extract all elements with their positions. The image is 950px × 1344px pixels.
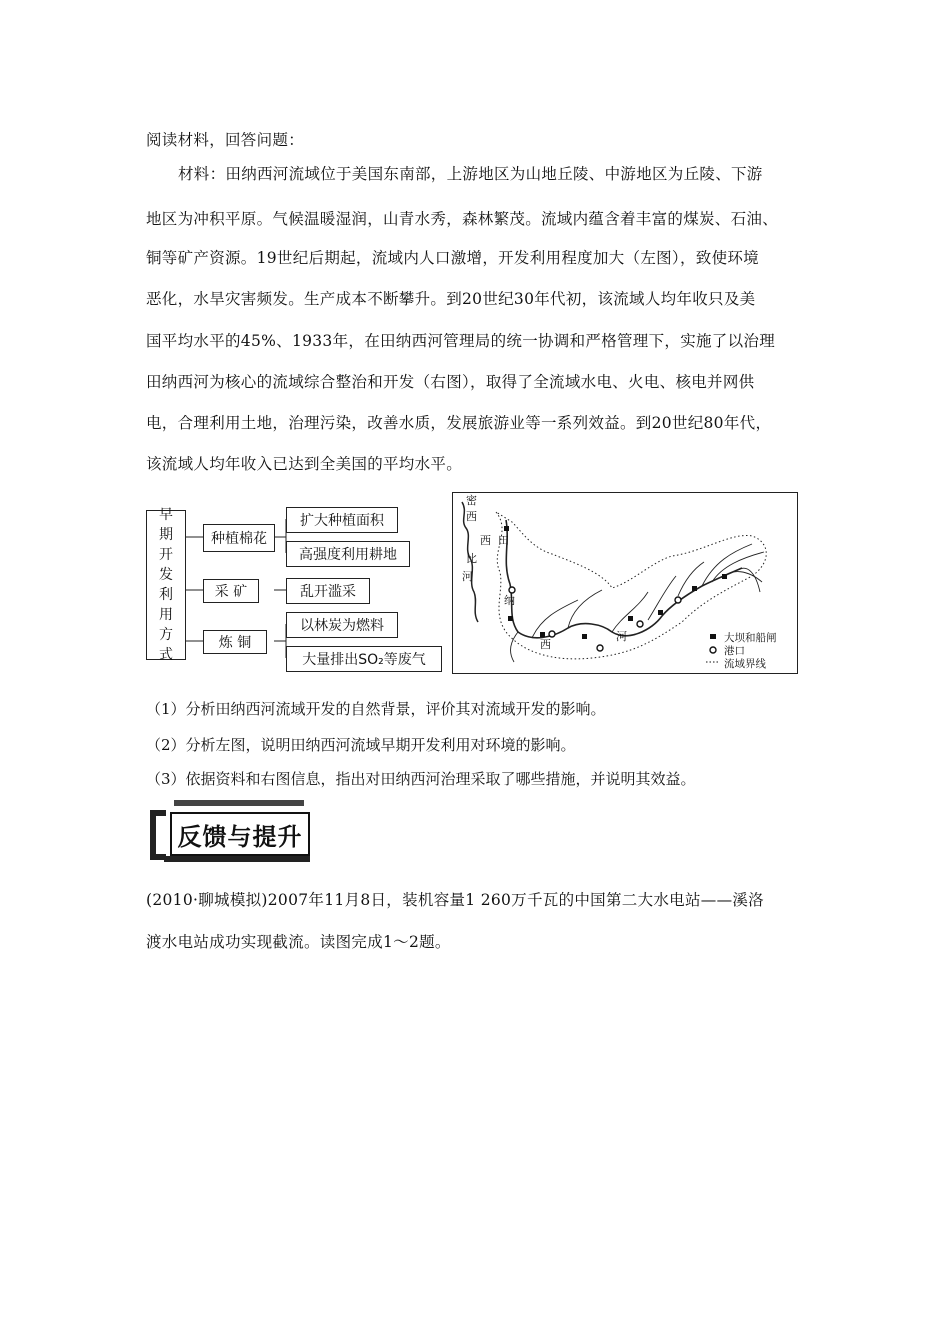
root-char: 式	[159, 647, 173, 663]
root-char: 期	[159, 527, 173, 543]
leaf-charcoal-fuel: 以林炭为燃料	[286, 612, 398, 638]
root-char: 开	[159, 547, 173, 563]
followup-line-1: (2010·聊城模拟)2007年11月8日，装机容量1 260万千瓦的中国第二大水电站——溪洛	[146, 891, 764, 909]
question-3: （3）依据资料和右图信息，指出对田纳西河治理采取了哪些措施，并说明其效益。	[146, 770, 696, 788]
leaf-expand-planting: 扩大种植面积	[286, 507, 398, 533]
map-label: 西	[480, 534, 491, 547]
followup-line-2: 渡水电站成功实现截流。读图完成1～2题。	[146, 933, 451, 951]
branch-cotton: 种植棉花	[203, 524, 275, 552]
map-label: 纳	[504, 594, 515, 607]
leaf-so2-emission: 大量排出SO₂等废气	[286, 646, 442, 672]
legend-dam: 大坝和船闸	[724, 632, 777, 644]
leaf-random-mining: 乱开滥采	[286, 578, 370, 604]
diagram-root-box	[146, 507, 186, 663]
material-line-5: 国平均水平的45%、1933年，在田纳西河管理局的统一协调和严格管理下，实施了以治理	[146, 332, 775, 350]
root-char: 方	[159, 627, 173, 643]
root-char: 早	[159, 507, 173, 523]
root-char: 发	[159, 567, 173, 583]
material-line-4: 恶化，水旱灾害频发。生产成本不断攀升。到20世纪30年代初，该流域人均年收只及美	[146, 290, 756, 308]
map-label: 河	[462, 570, 473, 583]
map-label: 河	[616, 630, 627, 643]
material-line-3: 铜等矿产资源。19世纪后期起，流域内人口激增，开发利用程度加大（左图），致使环境	[146, 249, 759, 267]
map-label: 西	[466, 510, 477, 523]
root-char: 利	[159, 587, 173, 603]
map-label: 比	[466, 552, 477, 565]
question-2: （2）分析左图，说明田纳西河流域早期开发利用对环境的影响。	[146, 736, 576, 754]
tennessee-river-map	[452, 492, 798, 674]
branch-smelting: 炼 铜	[203, 630, 267, 654]
material-line-7: 电，合理利用土地，治理污染，改善水质，发展旅游业等一系列效益。到20世纪80年代，	[146, 414, 772, 432]
map-label: 田	[498, 534, 509, 547]
feedback-banner	[150, 800, 310, 862]
material-line-8: 该流域人均年收入已达到全美国的平均水平。	[146, 455, 463, 473]
legend-port: 港口	[724, 645, 745, 657]
material-line-2: 地区为冲积平原。气候温暖湿润，山青水秀，森林繁茂。流域内蕴含着丰富的煤炭、石油、	[146, 210, 779, 228]
material-line-6: 田纳西河为核心的流域综合整治和开发（右图），取得了全流域水电、火电、核电并网供	[146, 373, 755, 391]
root-char: 用	[159, 607, 173, 623]
intro-text: 阅读材料，回答问题：	[146, 131, 305, 149]
question-1: （1）分析田纳西河流域开发的自然背景，评价其对流域开发的影响。	[146, 700, 606, 718]
banner-title: 反馈与提升	[170, 812, 310, 856]
material-line-1: 材料：田纳西河流域位于美国东南部，上游地区为山地丘陵、中游地区为丘陵、下游	[178, 165, 763, 183]
branch-mining: 采 矿	[203, 579, 259, 603]
map-label: 密	[466, 494, 477, 507]
legend-boundary: 流域界线	[724, 658, 766, 670]
leaf-intensive-farmland: 高强度利用耕地	[286, 541, 410, 567]
map-label: 西	[540, 638, 551, 651]
